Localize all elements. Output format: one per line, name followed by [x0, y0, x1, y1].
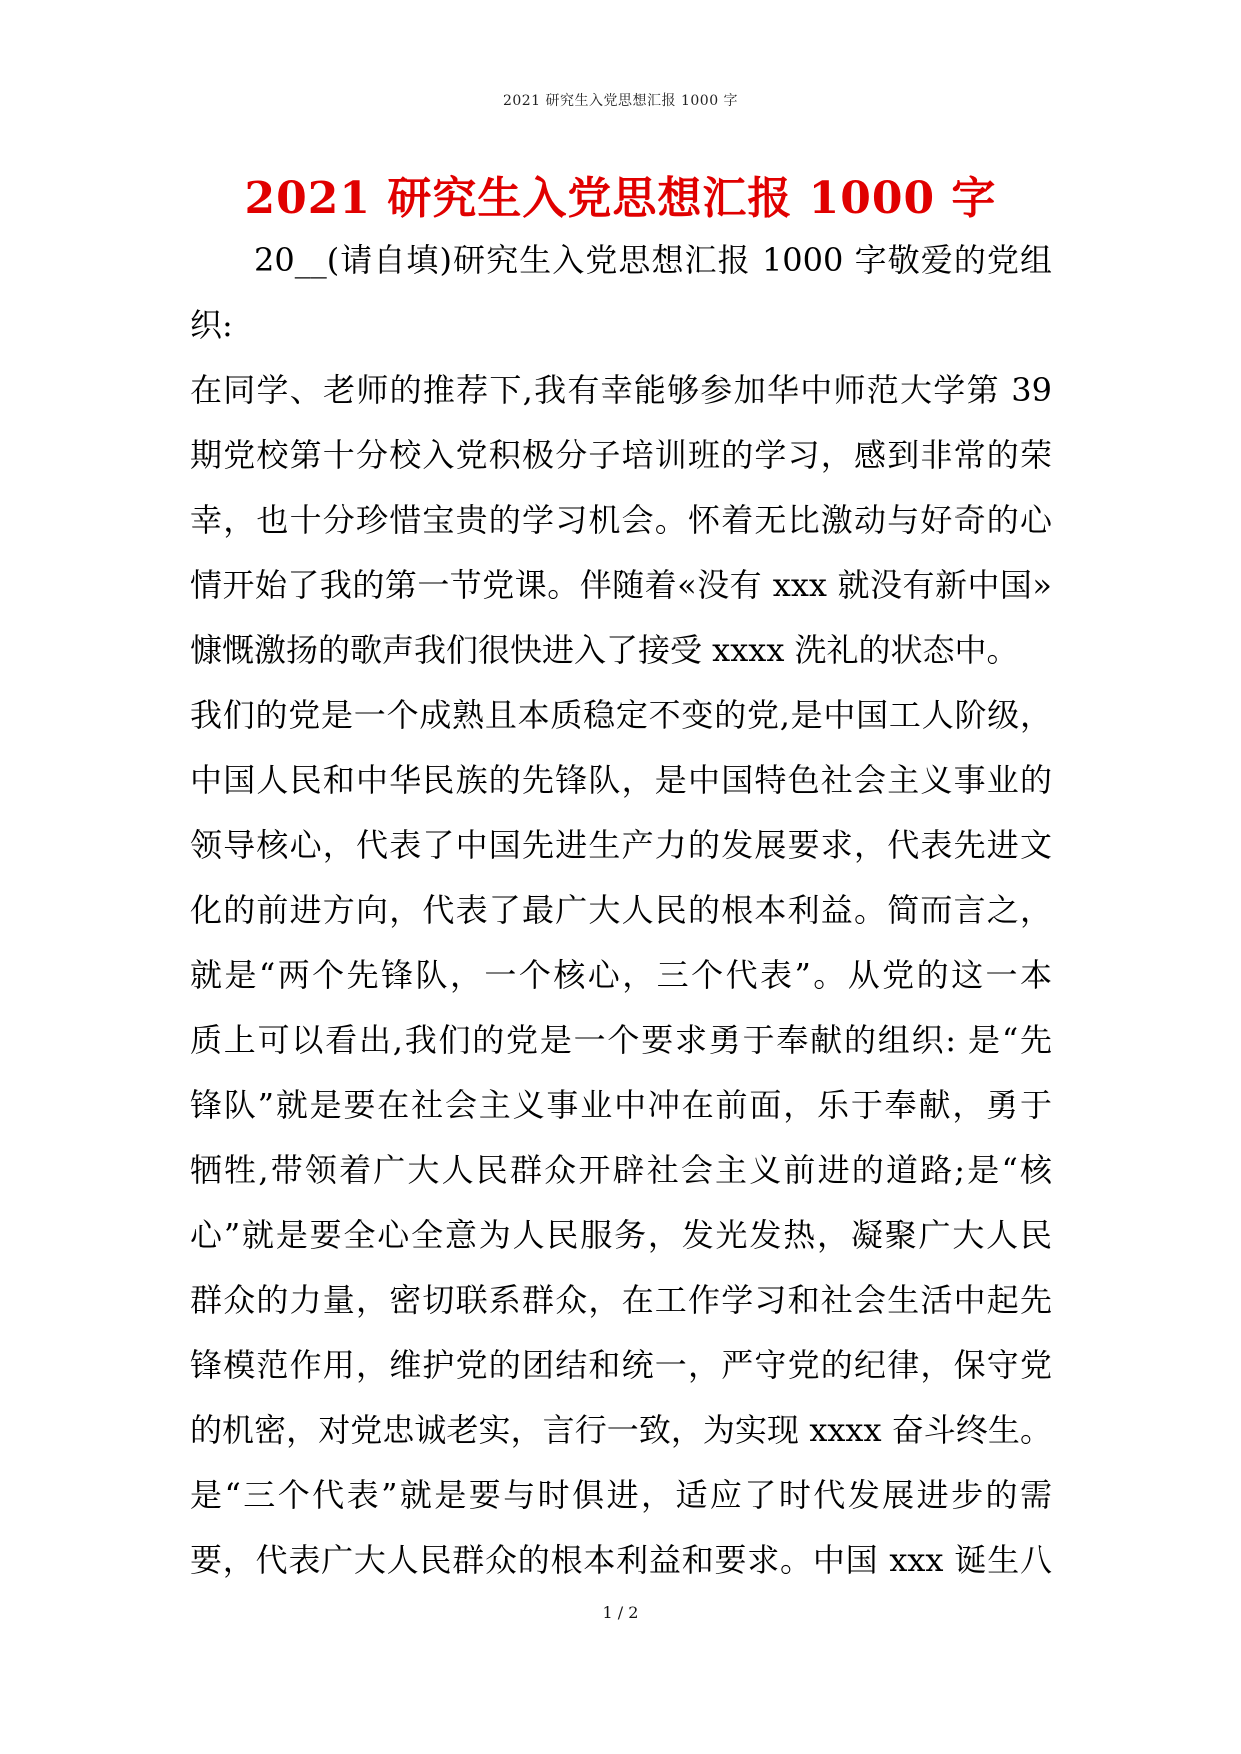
body-line: 情开始了我的第一节党课。伴随着«没有 xxx 就没有新中国» — [190, 566, 1052, 604]
body-line: 要，代表广大人民群众的根本利益和要求。中国 xxx 诞生八 — [190, 1541, 1052, 1579]
body-line: 锋队”就是要在社会主义事业中冲在前面，乐于奉献，勇于 — [190, 1086, 1052, 1124]
body-line: 我们的党是一个成熟且本质稳定不变的党,是中国工人阶级， — [190, 696, 1052, 734]
body-line: 20__(请自填)研究生入党思想汇报 1000 字敬爱的党组 — [254, 241, 1052, 279]
body-line: 领导核心，代表了中国先进生产力的发展要求，代表先进文 — [190, 826, 1052, 864]
body-line: 群众的力量，密切联系群众，在工作学习和社会生活中起先 — [190, 1281, 1052, 1319]
page-number: 1 / 2 — [602, 1603, 639, 1622]
body-line: 幸，也十分珍惜宝贵的学习机会。怀着无比激动与好奇的心 — [190, 501, 1052, 539]
body-line: 心”就是要全心全意为人民服务，发光发热，凝聚广大人民 — [190, 1216, 1052, 1254]
document-body — [190, 228, 1052, 1593]
body-line: 织: — [190, 306, 233, 344]
running-header: 2021 研究生入党思想汇报 1000 字 — [502, 93, 739, 109]
body-line: 就是“两个先锋队，一个核心，三个代表”。从党的这一本 — [190, 956, 1052, 994]
document-title: 2021 研究生入党思想汇报 1000 字 — [244, 173, 997, 224]
body-line: 期党校第十分校入党积极分子培训班的学习，感到非常的荣 — [190, 436, 1052, 474]
body-line: 化的前进方向，代表了最广大人民的根本利益。简而言之， — [190, 891, 1052, 929]
body-line: 牺牲,带领着广大人民群众开辟社会主义前进的道路;是“核 — [190, 1151, 1052, 1189]
body-line: 慷慨激扬的歌声我们很快进入了接受 xxxx 洗礼的状态中。 — [190, 631, 1019, 669]
body-line: 在同学、老师的推荐下,我有幸能够参加华中师范大学第 39 — [190, 371, 1052, 409]
body-line: 的机密，对党忠诚老实，言行一致，为实现 xxxx 奋斗终生。 — [190, 1411, 1052, 1449]
body-line: 中国人民和中华民族的先锋队，是中国特色社会主义事业的 — [190, 761, 1052, 799]
body-line: 质上可以看出,我们的党是一个要求勇于奉献的组织: 是“先 — [190, 1021, 1052, 1059]
body-line: 锋模范作用，维护党的团结和统一，严守党的纪律，保守党 — [190, 1346, 1052, 1384]
body-line: 是“三个代表”就是要与时俱进，适应了时代发展进步的需 — [190, 1476, 1052, 1514]
